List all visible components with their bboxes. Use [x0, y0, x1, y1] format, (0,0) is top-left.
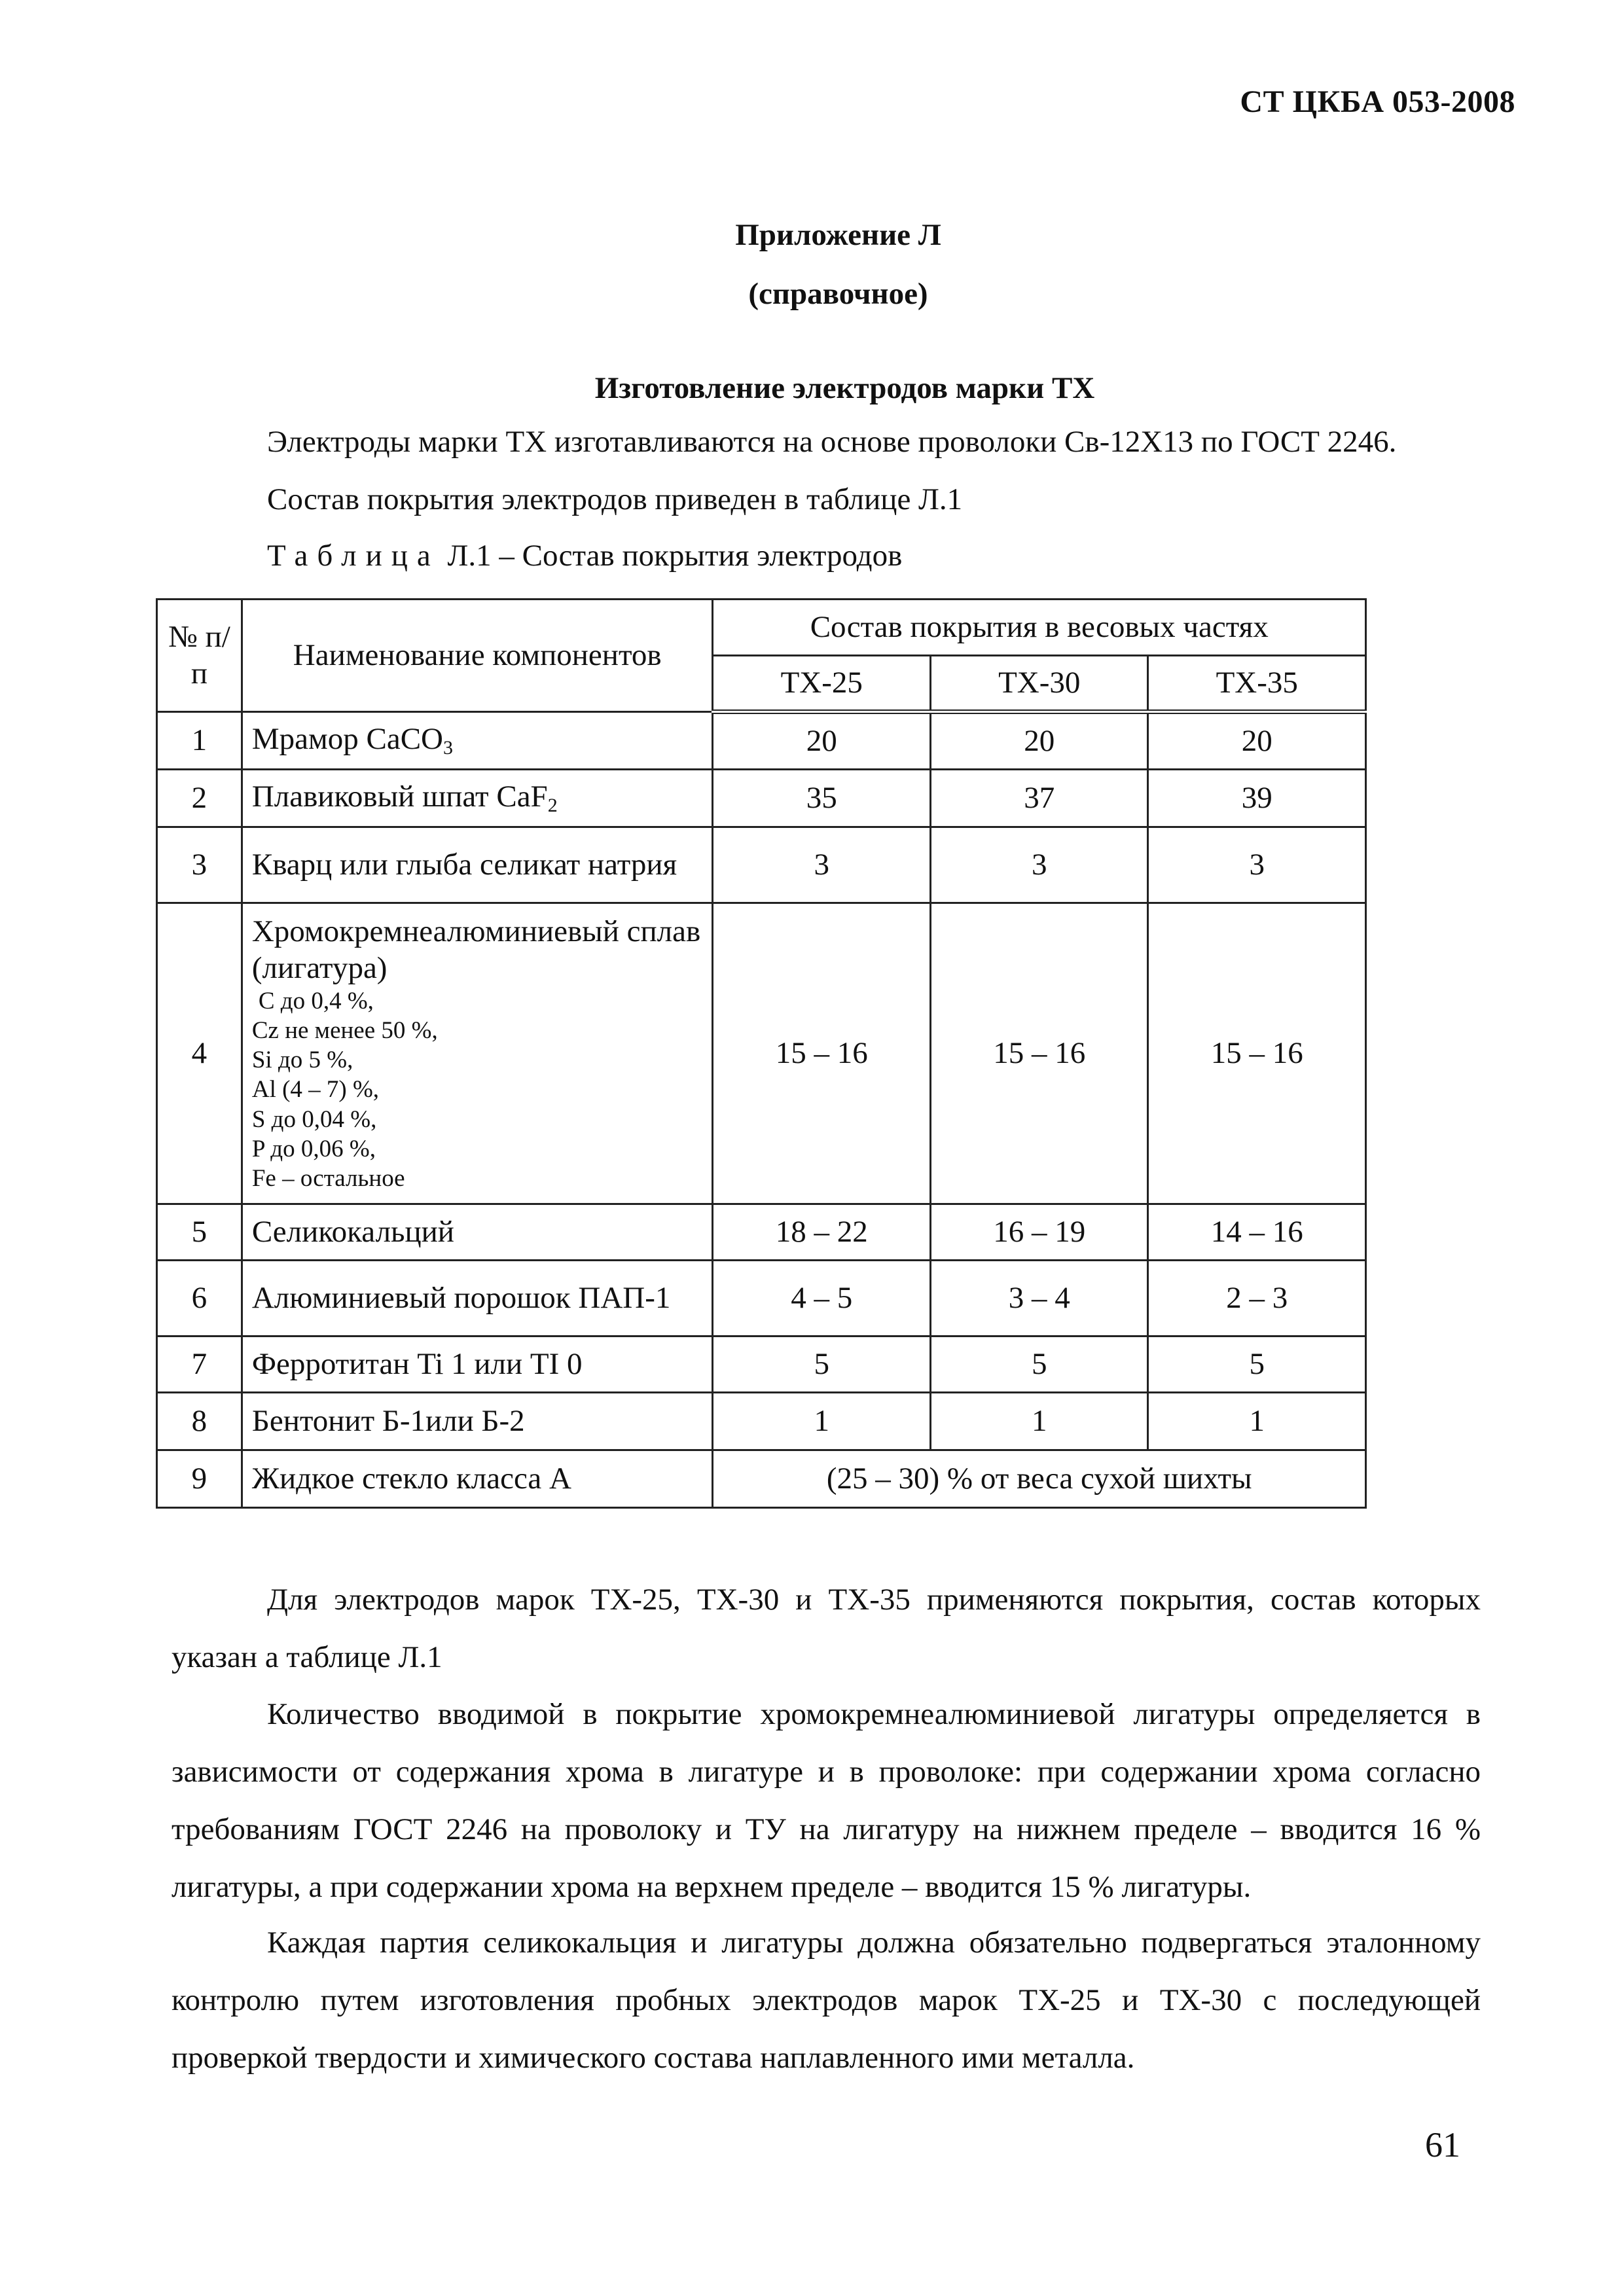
row-value: 2 – 3 — [1148, 1261, 1366, 1336]
row-value: 1 — [1148, 1393, 1366, 1450]
row-value: 35 — [713, 770, 931, 827]
row-value: 3 – 4 — [930, 1261, 1148, 1336]
table-row — [157, 1336, 1366, 1393]
row-number: 9 — [157, 1450, 242, 1508]
table-row — [157, 1393, 1366, 1450]
row-value: 3 — [1148, 827, 1366, 903]
row-number: 5 — [157, 1204, 242, 1261]
component-detail: C до 0,4 %, — [258, 988, 374, 1015]
row-value: 4 – 5 — [713, 1261, 931, 1336]
row-number: 7 — [157, 1336, 242, 1393]
component-name-text: Селикокальций — [251, 1214, 454, 1249]
row-value: 37 — [930, 770, 1148, 827]
component-name-text: Бентонит Б-1или Б-2 — [251, 1403, 525, 1438]
row-component-name — [242, 827, 713, 903]
row-value: 14 – 16 — [1148, 1204, 1366, 1261]
table-row — [157, 1450, 1366, 1508]
component-detail: Fe – остальное — [251, 1164, 405, 1192]
intro-line-2: Состав покрытия электродов приведен в таблице Л.1 — [267, 482, 963, 516]
header-group: Состав покрытия в весовых частях — [713, 600, 1366, 656]
paragraph-2: Количество вводимой в покрытие хромокремнеалюминиевой лигатуры определяется в зависимости от содержания хрома в лигатуре и в проволоке: при содержании хрома согласно требованиям ГОСТ 2246 на проволоку и ТУ на лигатуру на нижнем пределе – вводится 16 % лигатуры, а при содержании хрома на верхнем пределе – вводится 15 % лигатуры. — [171, 1697, 1481, 1904]
row-merged-value: (25 – 30) % от веса сухой шихты — [713, 1450, 1366, 1508]
row-value: 16 – 19 — [930, 1204, 1148, 1261]
component-name-text: Мрамор CaCO — [251, 722, 443, 757]
component-name-subscript: 3 — [443, 737, 453, 759]
row-value: 5 — [930, 1336, 1148, 1393]
row-number: 2 — [157, 770, 242, 827]
row-value: 39 — [1148, 770, 1366, 827]
intro-line-1: Электроды марки ТХ изготавливаются на основе проволоки Св-12Х13 по ГОСТ 2246. — [267, 425, 1397, 459]
component-name-text: Плавиковый шпат CaF — [251, 780, 548, 814]
header-name: Наименование компонентов — [242, 600, 713, 712]
row-number: 4 — [157, 903, 242, 1204]
table-row — [157, 903, 1366, 1204]
row-number: 6 — [157, 1261, 242, 1336]
component-name-text: Хромокремнеалюминиевый сплав (лигатура) — [251, 914, 701, 985]
table-caption-prefix: Таблица — [267, 539, 440, 573]
row-value: 3 — [713, 827, 931, 903]
component-name-subscript: 2 — [547, 795, 558, 817]
row-component-name — [242, 903, 713, 1204]
row-value: 3 — [930, 827, 1148, 903]
row-value: 15 – 16 — [1148, 903, 1366, 1204]
row-value: 5 — [1148, 1336, 1366, 1393]
header-num: № п/п — [157, 600, 242, 712]
row-number: 1 — [157, 712, 242, 770]
row-component-name — [242, 770, 713, 827]
row-value: 20 — [930, 712, 1148, 770]
row-component-name — [242, 1450, 713, 1508]
table-row — [157, 770, 1366, 827]
row-component-name — [242, 1204, 713, 1261]
header-col-tx25: ТХ-25 — [713, 656, 931, 712]
row-value: 20 — [713, 712, 931, 770]
component-detail: Al (4 – 7) %, — [251, 1076, 380, 1103]
component-detail: Cz не менее 50 %, — [251, 1017, 438, 1045]
row-component-name — [242, 1393, 713, 1450]
table-row — [157, 1204, 1366, 1261]
table-caption — [267, 538, 902, 573]
document-code: СТ ЦКБА 053-2008 — [1240, 84, 1515, 119]
table-row — [157, 827, 1366, 903]
appendix-subtitle: (справочное) — [748, 277, 928, 311]
section-title: Изготовление электродов марки ТХ — [594, 371, 1095, 405]
component-detail: S до 0,04 %, — [251, 1105, 377, 1133]
paragraph-1: Для электродов марок ТХ-25, ТХ-30 и ТХ-35 применяются покрытия, состав которых указан а таблице Л.1 — [171, 1583, 1481, 1674]
component-detail: P до 0,06 %, — [251, 1135, 376, 1162]
row-value: 18 – 22 — [713, 1204, 931, 1261]
row-value: 5 — [713, 1336, 931, 1393]
composition-table — [156, 598, 1367, 1509]
paragraph-3: Каждая партия селикокальция и лигатуры должна обязательно подвергаться эталонному контролю путем изготовления пробных электродов марок ТХ-25 и ТХ-30 с последующей проверкой твердости и химического состава наплавленного ими металла. — [171, 1926, 1481, 2075]
header-col-tx30: ТХ-30 — [930, 656, 1148, 712]
row-number: 8 — [157, 1393, 242, 1450]
row-component-name — [242, 1336, 713, 1393]
table-row — [157, 1261, 1366, 1336]
row-value: 15 – 16 — [713, 903, 931, 1204]
component-name-text: Алюминиевый порошок ПАП-1 — [251, 1280, 671, 1315]
row-value: 1 — [713, 1393, 931, 1450]
component-name-text: Ферротитан Ti 1 или TI 0 — [251, 1346, 583, 1381]
component-detail: Si до 5 %, — [251, 1047, 353, 1074]
row-value: 1 — [930, 1393, 1148, 1450]
row-number: 3 — [157, 827, 242, 903]
table-caption-text: Л.1 – Состав покрытия электродов — [439, 539, 903, 573]
component-name-text: Жидкое стекло класса А — [251, 1461, 571, 1496]
header-col-tx35: ТХ-35 — [1148, 656, 1366, 712]
row-component-name — [242, 712, 713, 770]
appendix-title: Приложение Л — [735, 218, 941, 252]
page-number: 61 — [1425, 2125, 1460, 2164]
component-name-text: Кварц или глыба селикат натрия — [251, 847, 677, 882]
row-value: 15 – 16 — [930, 903, 1148, 1204]
table-row — [157, 712, 1366, 770]
row-component-name — [242, 1261, 713, 1336]
row-value: 20 — [1148, 712, 1366, 770]
